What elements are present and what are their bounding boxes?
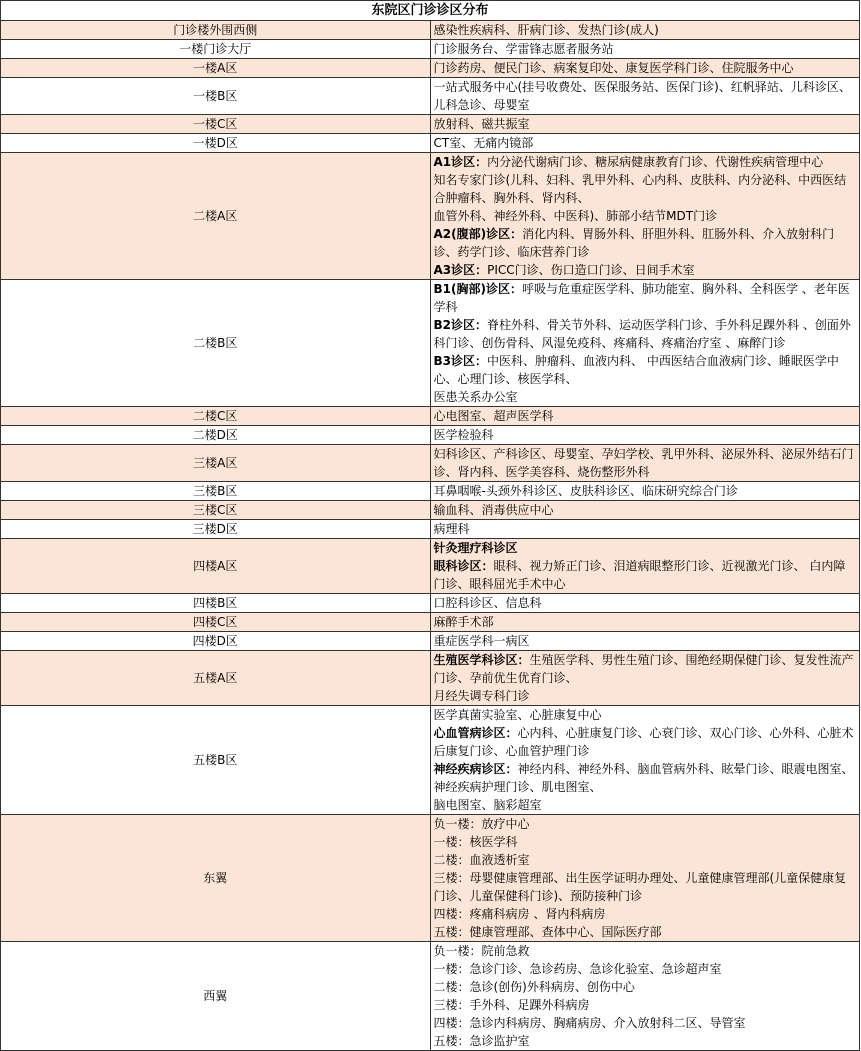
department-text: 眼科、视力矫正门诊、泪道病眼整形门诊、近视激光门诊、 白内障门诊、眼科屈光手术中心: [433, 559, 846, 591]
department-line: [434, 687, 857, 705]
department-cell: [430, 134, 860, 153]
department-cell: [430, 706, 860, 815]
table-row: [1, 426, 860, 445]
department-cell: [430, 78, 860, 115]
department-line: [434, 796, 857, 814]
department-line: [434, 407, 857, 425]
zone-label: 神经疾病诊区：: [433, 762, 518, 776]
department-line: [434, 851, 857, 869]
department-line: [434, 632, 857, 650]
department-text: 二楼：血液透析室: [433, 853, 530, 867]
table-row: [1, 942, 860, 1051]
department-line: [434, 557, 857, 593]
department-line: [434, 833, 857, 851]
table-row: [1, 482, 860, 501]
department-line: [434, 815, 857, 833]
department-line: [434, 724, 857, 760]
department-text: 麻醉手术部: [433, 615, 494, 629]
department-cell: [430, 651, 860, 706]
table-row: [1, 706, 860, 815]
department-text: 医学真菌实验室、心脏康复中心: [433, 708, 602, 722]
department-text: 输血科、消毒供应中心: [433, 503, 554, 517]
location-cell: 五楼A区: [1, 651, 431, 706]
department-line: [434, 942, 857, 960]
zone-label: 生殖医学科诊区：: [433, 653, 530, 667]
table-row: [1, 539, 860, 594]
department-line: [434, 482, 857, 500]
table-title: 东院区门诊诊区分布: [1, 1, 860, 21]
department-cell: [430, 632, 860, 651]
department-text: 二楼：急诊(创伤)外科病房、创伤中心: [433, 980, 635, 994]
department-text: 月经失调专科门诊: [433, 689, 530, 703]
department-line: [434, 225, 857, 261]
department-text: 生殖医学科、男性生殖门诊、围绝经期保健门诊、复发性流产门诊、孕前优生优育门诊、: [433, 653, 854, 685]
table-row: [1, 445, 860, 482]
table-row: [1, 520, 860, 539]
department-line: [434, 426, 857, 444]
department-line: [434, 171, 857, 207]
department-line: [434, 280, 857, 316]
department-text: 医患关系办公室: [433, 390, 518, 404]
department-text: 口腔科诊区、信息科: [433, 596, 542, 610]
department-text: 门诊服务台、学雷锋志愿者服务站: [433, 42, 614, 56]
location-cell: 三楼D区: [1, 520, 431, 539]
department-text: 负一楼：放疗中心: [433, 817, 530, 831]
location-cell: 一楼A区: [1, 59, 431, 78]
department-text: 四楼：急诊内科病房、胸痛病房、介入放射科二区、导管室: [433, 1016, 746, 1030]
department-line: [434, 261, 857, 279]
department-line: [434, 59, 857, 77]
zone-label: A3诊区：: [433, 263, 488, 277]
table-row: [1, 40, 860, 59]
department-text: 病理科: [433, 522, 470, 536]
department-line: [434, 501, 857, 519]
department-line: [434, 651, 857, 687]
department-text: 一楼：核医学科: [433, 835, 518, 849]
department-line: [434, 923, 857, 941]
department-text: 血管外科、神经外科、中医科)、肺部小结节MDT门诊: [433, 209, 718, 223]
department-text: 脑电图室、脑彩超室: [433, 798, 542, 812]
department-text: 脊柱外科、骨关节外科、运动医学科门诊、手外科足踝外科 、创面外科门诊、创伤骨科、风湿免疫科、疼痛科、疼痛治疗室 、麻醉门诊: [433, 318, 851, 350]
location-cell: 东翼: [1, 815, 431, 942]
location-cell: 门诊楼外围西侧: [1, 21, 431, 40]
department-text: 门诊药房、便民门诊、病案复印处、康复医学科门诊、住院服务中心: [433, 61, 794, 75]
location-cell: 二楼B区: [1, 280, 431, 407]
department-text: 四楼：疼痛科病房 、肾内科病房: [433, 907, 606, 921]
department-text: 耳鼻咽喉-头颈外科诊区、皮肤科诊区、临床研究综合门诊: [433, 484, 738, 498]
table-row: [1, 632, 860, 651]
table-row: [1, 21, 860, 40]
location-cell: 三楼A区: [1, 445, 431, 482]
department-line: [434, 78, 857, 114]
department-line: [434, 388, 857, 406]
department-cell: [430, 815, 860, 942]
department-line: [434, 316, 857, 352]
department-line: [434, 869, 857, 905]
department-text: CT室、无痛内镜部: [433, 136, 534, 150]
table-row: [1, 815, 860, 942]
location-cell: 三楼B区: [1, 482, 431, 501]
location-cell: 四楼A区: [1, 539, 431, 594]
location-cell: 一楼门诊大厅: [1, 40, 431, 59]
location-cell: 二楼C区: [1, 407, 431, 426]
zone-label: 针灸理疗科诊区: [433, 541, 518, 555]
zone-label: 眼科诊区：: [433, 559, 494, 573]
department-cell: [430, 482, 860, 501]
department-line: [434, 905, 857, 923]
table-row: [1, 134, 860, 153]
department-line: [434, 1032, 857, 1050]
location-cell: 四楼C区: [1, 613, 431, 632]
location-cell: 西翼: [1, 942, 431, 1051]
department-text: 神经内科、神经外科、脑血管病外科、眩晕门诊、眼震电图室、神经疾病护理门诊、肌电图室、: [433, 762, 854, 794]
department-cell: [430, 21, 860, 40]
department-text: 一站式服务中心(挂号收费处、医保服务站、医保门诊)、红帆驿站、儿科诊区、儿科急诊、母婴室: [433, 80, 851, 112]
department-line: [434, 21, 857, 39]
table-row: [1, 651, 860, 706]
department-line: [434, 115, 857, 133]
zone-label: B3诊区：: [433, 354, 487, 368]
department-line: [434, 352, 857, 388]
department-text: 三楼：母婴健康管理部、出生医学证明办理处、儿童健康管理部(儿童保健康复门诊、儿童保健科门诊)、预防接种门诊: [433, 871, 847, 903]
table-row: [1, 594, 860, 613]
department-line: [434, 207, 857, 225]
department-cell: [430, 445, 860, 482]
department-line: [434, 760, 857, 796]
department-line: [434, 996, 857, 1014]
department-cell: [430, 59, 860, 78]
department-line: [434, 539, 857, 557]
department-line: [434, 153, 857, 171]
department-line: [434, 978, 857, 996]
department-line: [434, 40, 857, 58]
department-cell: [430, 280, 860, 407]
department-text: 负一楼：院前急救: [433, 944, 530, 958]
department-cell: [430, 942, 860, 1051]
zone-label: B1(胸部)诊区：: [433, 282, 522, 296]
department-cell: [430, 407, 860, 426]
table-row: [1, 613, 860, 632]
table-row: [1, 501, 860, 520]
table-row: [1, 59, 860, 78]
department-cell: [430, 539, 860, 594]
department-text: PICC门诊、伤口造口门诊、日间手术室: [487, 263, 695, 277]
department-cell: [430, 40, 860, 59]
location-cell: 二楼A区: [1, 153, 431, 280]
department-text: 五楼：健康管理部、查体中心、国际医疗部: [433, 925, 662, 939]
department-text: 心电图室、超声医学科: [433, 409, 554, 423]
location-cell: 四楼D区: [1, 632, 431, 651]
department-line: [434, 960, 857, 978]
department-line: [434, 594, 857, 612]
zone-label: B2诊区：: [433, 318, 487, 332]
zone-label: A2(腹部)诊区：: [433, 227, 523, 241]
department-text: 中医科、肿瘤科、血液内科、 中西医结合血液病门诊、睡眠医学中心、心理门诊、核医学科、: [433, 354, 839, 386]
table-row: [1, 115, 860, 134]
department-cell: [430, 426, 860, 445]
department-text: 五楼：急诊监护室: [433, 1034, 530, 1048]
department-text: 三楼：手外科、足踝外科病房: [433, 998, 590, 1012]
department-text: 一楼：急诊门诊、急诊药房、急诊化验室、急诊超声室: [433, 962, 722, 976]
zone-label: 心血管病诊区：: [433, 726, 518, 740]
table-title-row: [1, 1, 860, 21]
department-text: 消化内科、胃肠外科、肝胆外科、肛肠外科、介入放射科门诊、药学门诊、临床营养门诊: [433, 227, 835, 259]
department-line: [434, 520, 857, 538]
department-cell: [430, 153, 860, 280]
location-cell: 二楼D区: [1, 426, 431, 445]
department-line: [434, 134, 857, 152]
department-line: [434, 613, 857, 631]
department-cell: [430, 520, 860, 539]
location-cell: 五楼B区: [1, 706, 431, 815]
department-text: 医学检验科: [433, 428, 494, 442]
department-text: 呼吸与危重症医学科、肺功能室、胸外科、全科医学 、老年医学科: [433, 282, 850, 314]
location-cell: 三楼C区: [1, 501, 431, 520]
zone-label: A1诊区：: [433, 155, 488, 169]
table-row: [1, 280, 860, 407]
department-cell: [430, 115, 860, 134]
department-line: [434, 706, 857, 724]
table-row: [1, 78, 860, 115]
department-text: 知名专家门诊(儿科、妇科、乳甲外科、心内科、皮肤科、内分泌科、中西医结合肿瘤科、胸外科、肾内科、: [433, 173, 847, 205]
department-text: 内分泌代谢病门诊、糖尿病健康教育门诊、代谢性疾病管理中心: [487, 155, 824, 169]
location-cell: 一楼B区: [1, 78, 431, 115]
table-row: [1, 153, 860, 280]
department-cell: [430, 613, 860, 632]
location-cell: 一楼C区: [1, 115, 431, 134]
department-text: 重症医学科一病区: [433, 634, 530, 648]
department-text: 感染性疾病科、肝病门诊、发热门诊(成人): [433, 23, 659, 37]
department-cell: [430, 501, 860, 520]
department-text: 心内科、心脏康复门诊、心衰门诊、双心门诊、心外科、心脏术后康复门诊、心血管护理门诊: [433, 726, 854, 758]
location-cell: 四楼B区: [1, 594, 431, 613]
department-cell: [430, 594, 860, 613]
department-text: 放射科、磁共振室: [433, 117, 530, 131]
table-row: [1, 407, 860, 426]
department-line: [434, 1014, 857, 1032]
department-text: 妇科诊区、产科诊区、母婴室、孕妇学校、乳甲外科、泌尿外科、泌尿外结石门诊、肾内科、医学美容科、烧伤整形外科: [433, 447, 854, 479]
department-line: [434, 445, 857, 481]
location-cell: 一楼D区: [1, 134, 431, 153]
